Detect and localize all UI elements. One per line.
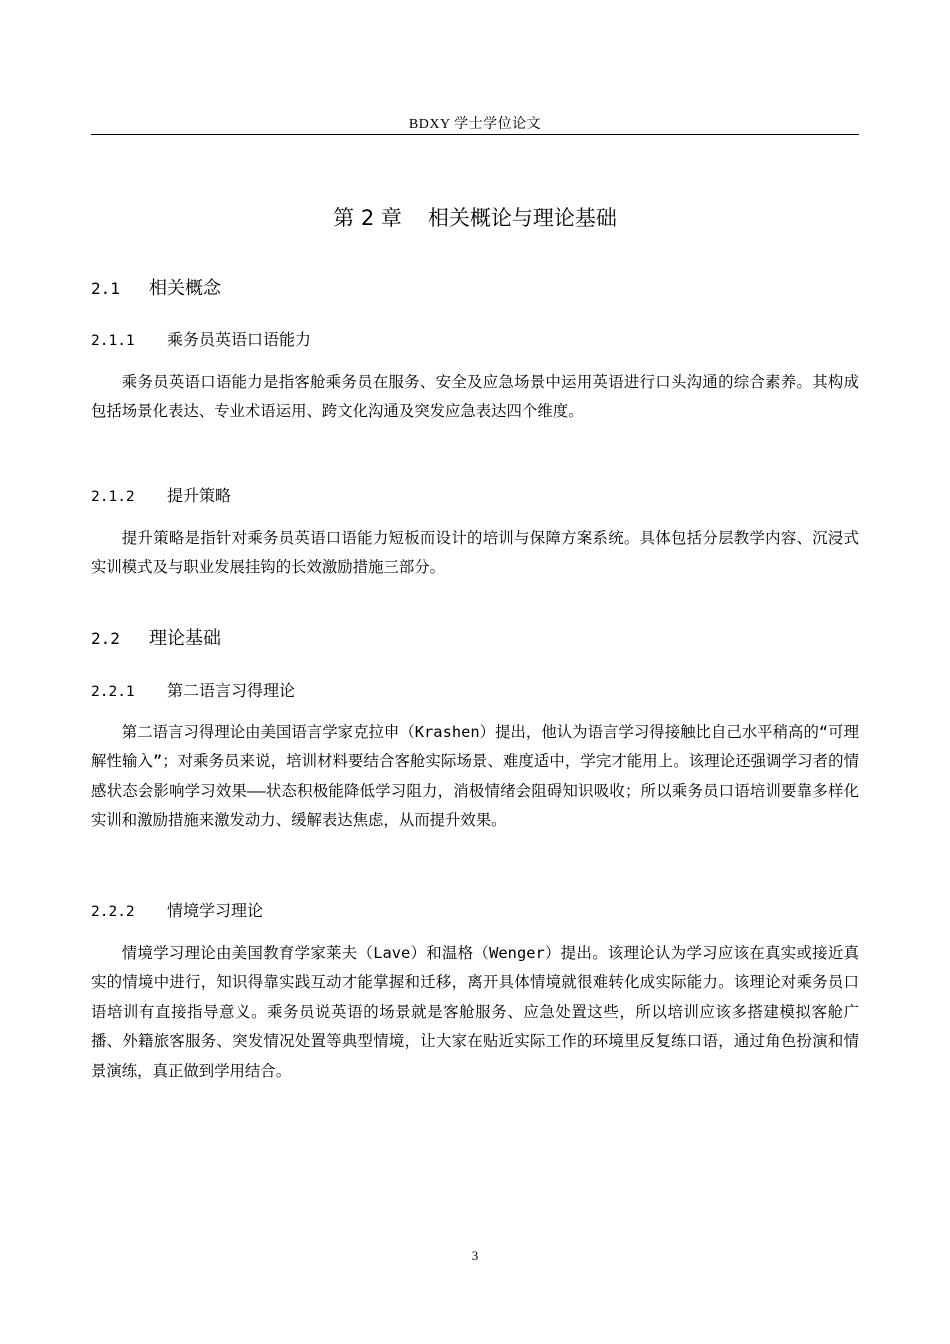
subsection-title: 情境学习理论 [167,901,264,920]
subsection-number: 2.1.2 [91,489,135,505]
section-heading [91,277,221,301]
header-rule [91,134,859,135]
subsection-heading [91,900,263,923]
section-number: 2.1 [91,279,120,298]
subsection-number: 2.1.1 [91,333,135,349]
section-title: 相关概念 [149,278,221,299]
subsection-number: 2.2.1 [91,684,135,700]
chapter-title [91,203,859,233]
subsection-heading [91,329,311,352]
page-number: 3 [471,1248,479,1263]
section-heading [91,627,221,651]
chapter-title-text: 相关概论与理论基础 [427,206,617,230]
body-paragraph: 乘务员英语口语能力是指客舱乘务员在服务、安全及应急场景中运用英语进行口头沟通的综合素养。其构成包括场景化表达、专业术语运用、跨文化沟通及突发应急表达四个维度。 [91,373,859,421]
body-paragraph: 第二语言习得理论由美国语言学家克拉申（Krashen）提出，他认为语言学习得接触比自己水平稍高的“可理解性输入”；对乘务员来说，培训材料要结合客舱实际场景、难度适中，学完才能用上。该理论还强调学习者的情感状态会影响学习效果——状态积极能降低学习阻力，消极情绪会阻碍知识吸收；所以乘务员口语培训要靠多样化实训和激励措施来激发动力、缓解表达焦虑，从而提升效果。 [91,723,859,830]
section-number: 2.2 [91,629,120,648]
subsection-title: 提升策略 [167,486,232,505]
body-paragraph: 情境学习理论由美国教育学家莱夫（Lave）和温格（Wenger）提出。该理论认为学习应该在真实或接近真实的情境中进行，知识得靠实践互动才能掌握和迁移，离开具体情境就很难转化成实际能力。该理论对乘务员口语培训有直接指导意义。乘务员说英语的场景就是客舱服务、应急处置这些，所以培训应该多搭建模拟客舱广播、外籍旅客服务、突发情况处置等典型情境，让大家在贴近实际工作的环境里反复练口语，通过角色扮演和情景演练，真正做到学用结合。 [91,944,859,1080]
page-header: BDXY 学士学位论文 [408,117,542,132]
subsection-title: 第二语言习得理论 [167,681,296,700]
body-paragraph: 提升策略是指针对乘务员英语口语能力短板而设计的培训与保障方案系统。具体包括分层教学内容、沉浸式实训模式及与职业发展挂钩的长效激励措施三部分。 [91,529,859,577]
chapter-number: 第 2 章 [333,206,402,230]
subsection-number: 2.2.2 [91,904,135,920]
subsection-heading [91,485,231,508]
section-title: 理论基础 [149,628,221,649]
subsection-title: 乘务员英语口语能力 [167,330,312,349]
subsection-heading [91,680,295,703]
